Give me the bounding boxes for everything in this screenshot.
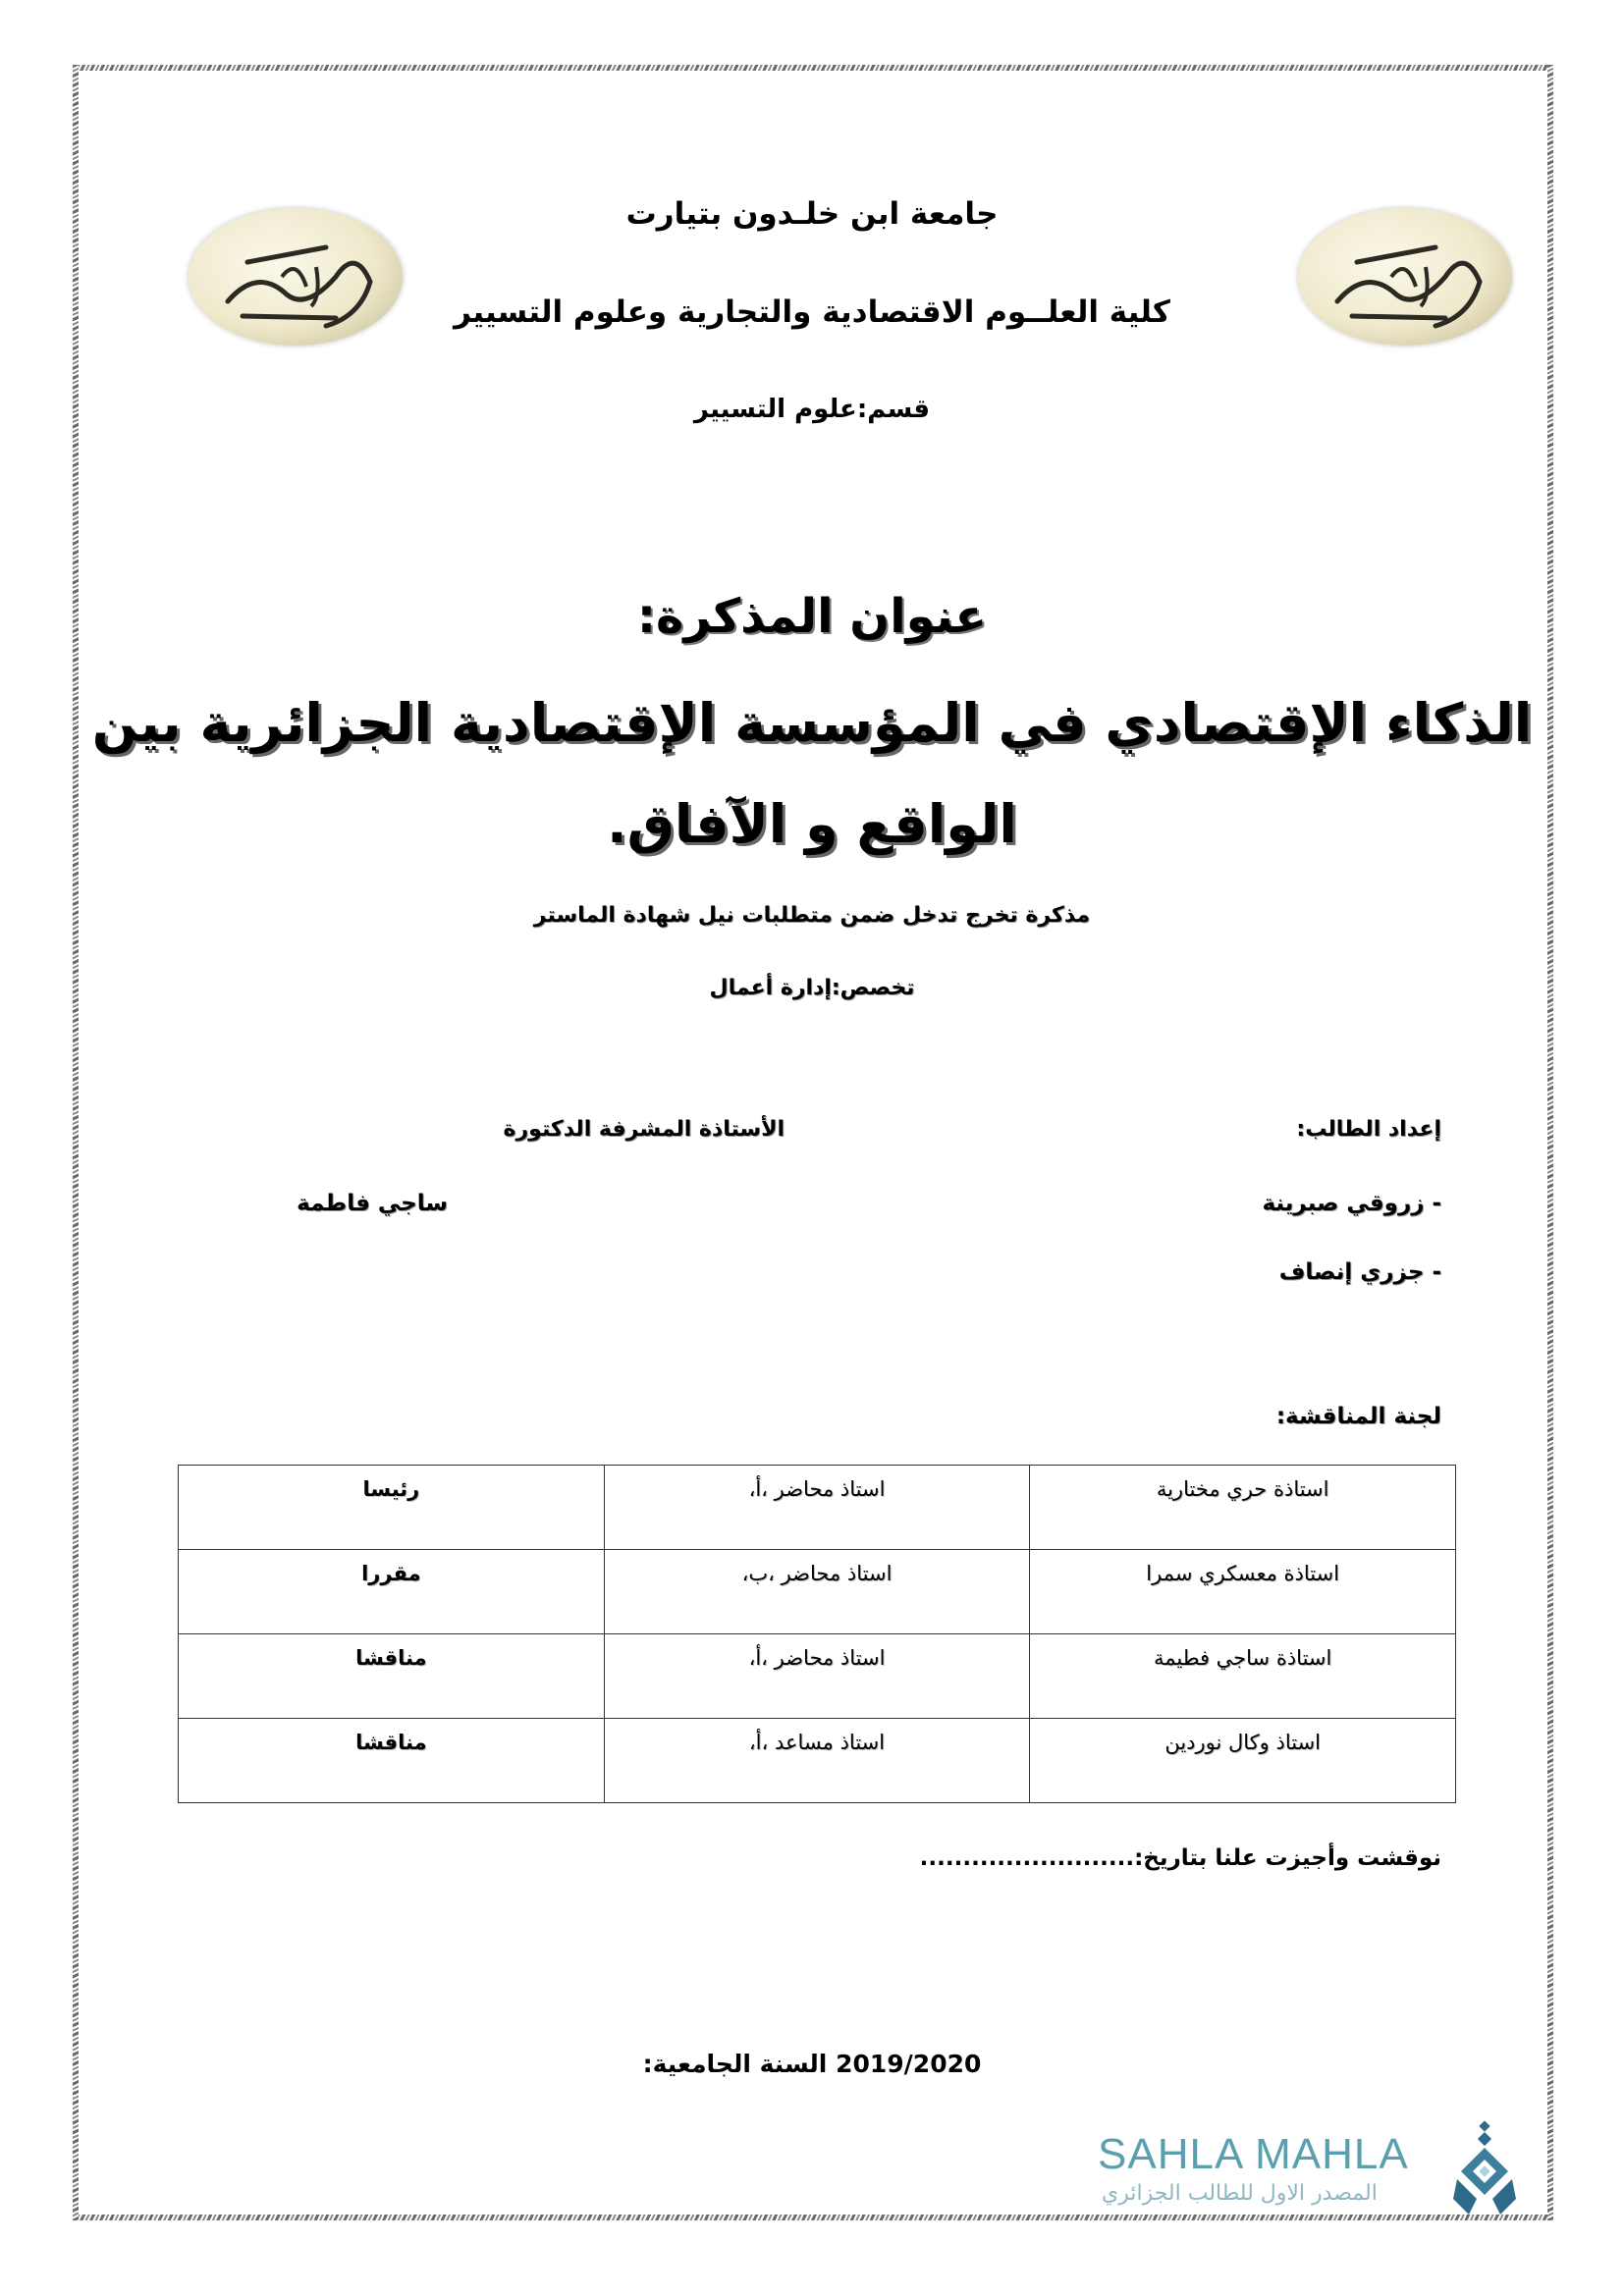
watermark-name: SAHLA MAHLA (1098, 2130, 1409, 2178)
jury-member-role: مناقشا (179, 1634, 605, 1719)
thesis-title-label: عنوان المذكرة: (636, 589, 988, 644)
jury-table (178, 1465, 1456, 1803)
specialty: تخصص:إدارة أعمال (709, 976, 915, 1000)
table-row (179, 1550, 1456, 1634)
thesis-title-line-1: الذكاء الإقتصادي في المؤسسة الإقتصادية الجزائرية بين (91, 692, 1533, 754)
sahla-mahla-logo-icon (1451, 2120, 1520, 2218)
jury-label: لجنة المناقشة: (1275, 1404, 1441, 1429)
prepared-by-label: إعداد الطالب: (1296, 1117, 1441, 1142)
department-name: قسم:علوم التسيير (693, 395, 931, 424)
jury-member-role: مناقشا (179, 1719, 605, 1803)
student-name: - زروقي صبرينة (1262, 1191, 1441, 1216)
border-top (73, 65, 1553, 71)
jury-member-role: رئيسا (179, 1466, 605, 1550)
jury-member-name: استاذة حري مختارية (1030, 1466, 1456, 1550)
academic-year-label: السنة الجامعية: (642, 2050, 828, 2078)
page-border (73, 65, 1553, 2220)
watermark-tagline: المصدر الاول للطالب الجزائري (1102, 2181, 1378, 2206)
sahla-mahla-watermark (1098, 2120, 1520, 2218)
jury-member-name: استاذ وكال نوردين (1030, 1719, 1456, 1803)
jury-member-rank: استاذ محاضر ،أ، (604, 1466, 1030, 1550)
faculty-name: كلية العلــوم الاقتصادية والتجارية وعلوم التسيير (454, 294, 1170, 330)
thesis-subtitle: مذكرة تخرج تدخل ضمن متطلبات نيل شهادة الماستر (533, 903, 1091, 928)
border-left (73, 65, 79, 2220)
jury-member-rank: استاذ مساعد ،أ، (604, 1719, 1030, 1803)
academic-year (0, 2050, 1624, 2078)
table-row (179, 1466, 1456, 1550)
academic-year-value: 2019/2020 (836, 2050, 982, 2078)
jury-member-rank: استاذ محاضر ،أ، (604, 1634, 1030, 1719)
student-name: - جزري إنصاف (1278, 1259, 1441, 1285)
supervisor-label: الأستاذة المشرفة الدكتورة (503, 1117, 785, 1142)
jury-member-rank: استاذ محاضر ،ب، (604, 1550, 1030, 1634)
thesis-title-line-2: الواقع و الآفاق. (607, 793, 1017, 855)
table-row (179, 1634, 1456, 1719)
table-row (179, 1719, 1456, 1803)
border-right (1547, 65, 1553, 2220)
jury-member-name: استاذة معسكري سمرا (1030, 1550, 1456, 1634)
jury-member-name: استاذة ساجي فطيمة (1030, 1634, 1456, 1719)
supervisor-name: ساجي فاطمة (297, 1191, 448, 1216)
jury-member-role: مقررا (179, 1550, 605, 1634)
university-name: جامعة ابن خلـدون بتيارت (625, 196, 999, 232)
defense-date: نوقشت وأجيزت علنا بتاريخ:......................... (919, 1845, 1441, 1871)
